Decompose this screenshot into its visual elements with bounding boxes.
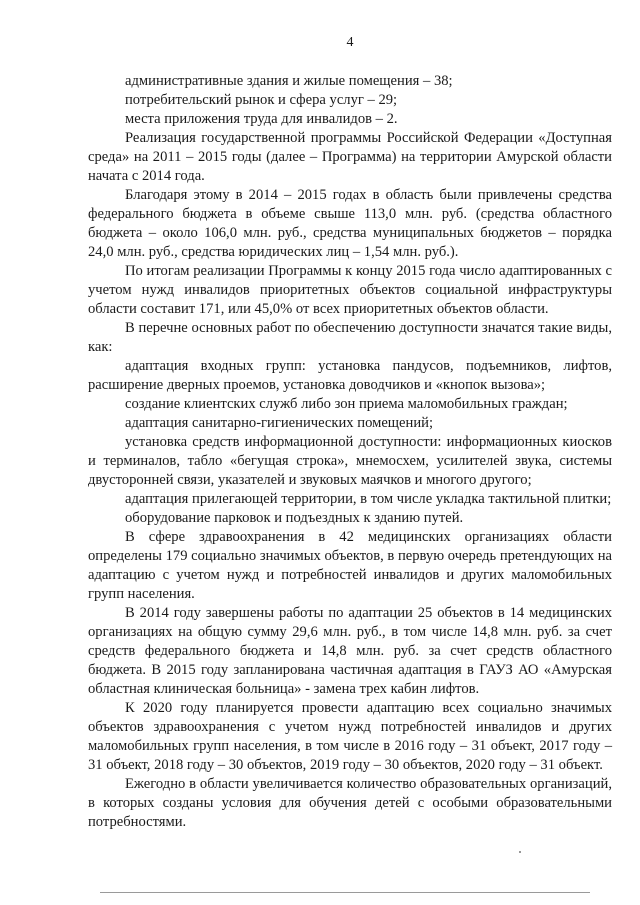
paragraph-education: Ежегодно в области увеличивается количество образовательных организаций, в которых созданы условия для обучения детей с особыми образовательными потребностями. [88,776,612,830]
paragraph-consumer-market: потребительский рынок и сфера услуг – 29; [125,92,398,108]
page-bottom-edge [100,892,590,893]
paragraph-works-list-intro: В перечне основных работ по обеспечению доступности значатся такие виды, как: [88,320,612,355]
paragraph-2020-plan: К 2020 году планируется провести адаптацию всех социально значимых объектов здравоохранения с учетом нужд потребностей инвалидов и других маломобильных групп населения, в том числе в 2016 году – 31 объект, 2017 году – 31 объект, 2018 году – 30 объектов, 2019 году – 30 объектов, 2020 году – 31 объект. [88,700,612,773]
paragraph-healthcare: В сфере здравоохранения в 42 медицинских организациях области определены 179 социально значимых объектов, в первую очередь претендующих на адаптацию с учетом нужд и потребностей инвалидов и других маломобильных групп населения. [88,529,612,602]
paragraph-workplaces: места приложения труда для инвалидов – 2. [125,111,398,127]
scan-artifact [519,851,521,853]
paragraph-information-access: установка средств информационной доступности: информационных киосков и терминалов, табло «бегущая строка», мнемосхем, усилителей звука, системы двусторонней связи, указателей и звуковых маячков и многого другого; [88,434,612,488]
paragraph-program-results: По итогам реализации Программы к концу 2015 года число адаптированных с учетом нужд инвалидов приоритетных объектов социальной инфраструктуры области составит 171, или 45,0% от всех приоритетных объектов области. [88,263,612,317]
paragraph-admin-buildings: административные здания и жилые помещения – 38; [125,73,453,89]
paragraph-2014-works: В 2014 году завершены работы по адаптации 25 объектов в 14 медицинских организациях на общую сумму 29,6 млн. руб., в том числе 14,8 млн. руб. за счет средств федерального бюджета и 14,8 млн. руб. за счет средств областного бюджета. В 2015 году запланирована частичная адаптация в ГАУЗ АО «Амурская областная клиническая больница» - замена трех кабин лифтов. [88,605,612,697]
paragraph-client-services: создание клиентских служб либо зон приема маломобильных граждан; [125,396,568,412]
paragraph-sanitary-adaptation: адаптация санитарно-гигиенических помещений; [125,415,433,431]
paragraph-funding: Благодаря этому в 2014 – 2015 годах в область были привлечены средства федерального бюджета в объеме свыше 113,0 млн. руб. (средства областного бюджета – около 106,0 млн. руб., средства муниципальных бюджетов – порядка 24,0 млн. руб., средства юридических лиц – 1,54 млн. руб.). [88,187,612,260]
paragraph-parking: оборудование парковок и подъездных к зданию путей. [125,510,464,526]
document-body [88,72,612,832]
paragraph-program-start: Реализация государственной программы Российской Федерации «Доступная среда» на 2011 – 2015 годы (далее – Программа) на территории Амурской области начата с 2014 года. [88,130,612,184]
paragraph-entrance-adaptation: адаптация входных групп: установка пандусов, подъемников, лифтов, расширение дверных проемов, установка доводчиков и «кнопок вызова»; [88,358,612,393]
page-number: 4 [346,35,354,50]
paragraph-territory-adaptation: адаптация прилегающей территории, в том числе укладка тактильной плитки; [125,491,612,507]
